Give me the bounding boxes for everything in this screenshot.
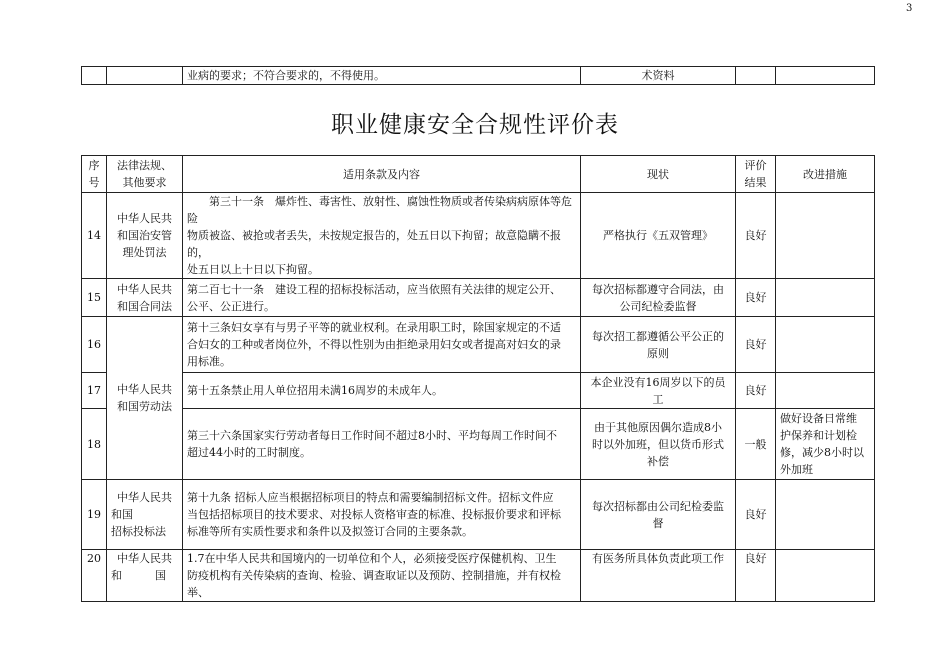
row-content — [183, 373, 581, 409]
status-line: 补偿 — [647, 454, 669, 468]
improve-line: 护保养和计划检 — [780, 429, 857, 442]
content-line: 处五日以上十日以下拘留。 — [187, 263, 319, 276]
row-no: 16 — [82, 317, 107, 373]
row-improve — [776, 193, 875, 279]
table-row — [82, 373, 875, 409]
compliance-table — [81, 155, 875, 602]
page-title: 职业健康安全合规性评价表 — [331, 112, 619, 138]
page-number: 3 — [906, 3, 913, 14]
content-line: 第三十一条 爆炸性、毒害性、放射性、腐蚀性物质或者传染病病原体等危险 — [187, 195, 572, 225]
content-line: 第十九条 招标人应当根据招标项目的特点和需要编制招标文件。招标文件应 — [187, 491, 554, 504]
status-line: 时以外加班，但以货币形式 — [592, 437, 724, 451]
row-law — [107, 550, 183, 602]
row-improve — [776, 279, 875, 317]
table-row — [82, 193, 875, 279]
header-no-line: 号 — [88, 176, 100, 189]
row-improve — [776, 480, 875, 550]
row-status — [581, 193, 736, 279]
cell-empty — [776, 67, 875, 85]
status-line: 公司纪检委监督 — [619, 299, 697, 313]
row-content — [183, 480, 581, 550]
row-improve — [776, 373, 875, 409]
law-line: 和国治安管 — [117, 229, 172, 242]
row-result: 良好 — [736, 550, 776, 602]
content-line: 公平、公正进行。 — [187, 299, 275, 313]
cell-empty — [82, 67, 107, 85]
status-line: 每次招工都遵循公平公正的 — [592, 329, 724, 343]
status-line: 每次招标都由公司纪检委监 — [592, 499, 724, 513]
header-content: 适用条款及内容 — [183, 156, 581, 193]
header-law-line: 法律法规、 — [117, 159, 172, 172]
content-line: 第二百七十一条 建设工程的招标投标活动，应当依照有关法律的规定公开、 — [187, 282, 561, 296]
row-result: 良好 — [736, 373, 776, 409]
row-improve — [776, 550, 875, 602]
status-line: 有医务所具体负责此项工作 — [592, 552, 724, 565]
table-row — [82, 317, 875, 373]
law-line: 中华人民共 — [117, 491, 172, 504]
row-result: 一般 — [736, 409, 776, 480]
improve-line: 外加班 — [780, 463, 813, 476]
row-result: 良好 — [736, 279, 776, 317]
row-improve — [776, 317, 875, 373]
row-no: 20 — [82, 550, 107, 602]
improve-line: 做好设备日常维 — [780, 412, 857, 425]
content-line: 1.7在中华人民共和国境内的一切单位和个人，必须接受医疗保健机构、卫生 — [187, 552, 557, 565]
row-content — [183, 193, 581, 279]
row-status — [581, 373, 736, 409]
row-law — [107, 193, 183, 279]
continued-table-row — [81, 66, 875, 85]
status-line: 由于其他原因偶尔造成8小 — [594, 420, 722, 434]
table-header-row — [82, 156, 875, 193]
content-line: 用标准。 — [187, 355, 231, 368]
row-result: 良好 — [736, 193, 776, 279]
header-no — [82, 156, 107, 193]
row-content — [183, 279, 581, 317]
law-line: 和国合同法 — [117, 299, 172, 313]
content-cell: 业病的要求；不符合要求的，不得使用。 — [183, 67, 581, 85]
row-content — [183, 409, 581, 480]
table-row — [82, 480, 875, 550]
header-result — [736, 156, 776, 193]
status-cell: 术资料 — [581, 67, 736, 85]
law-line: 中华人民共 — [117, 212, 172, 225]
content-line: 物质被盗、被抢或者丢失，未按规定报告的，处五日以下拘留；故意隐瞒不报的， — [187, 229, 561, 259]
content-line: 第十五条禁止用人单位招用未满16周岁的未成年人。 — [187, 384, 443, 397]
status-line: 督 — [652, 516, 664, 530]
row-no: 15 — [82, 279, 107, 317]
cell-empty — [736, 67, 776, 85]
content-line: 标准等所有实质性要求和条件以及拟签订合同的主要条款。 — [187, 525, 473, 538]
row-no: 19 — [82, 480, 107, 550]
law-line: 中华人民共 — [117, 282, 172, 296]
row-no: 18 — [82, 409, 107, 480]
law-line: 招标投标法 — [111, 525, 166, 538]
status-line: 原则 — [647, 346, 669, 360]
header-improve: 改进措施 — [776, 156, 875, 193]
table-row — [82, 409, 875, 480]
row-status — [581, 480, 736, 550]
header-result-line: 评价 — [744, 159, 767, 172]
row-content — [183, 550, 581, 602]
law-line: 和国 — [111, 508, 133, 521]
row-status — [581, 317, 736, 373]
row-result: 良好 — [736, 480, 776, 550]
status-line: 工 — [652, 392, 664, 406]
law-line: 和 国 — [111, 569, 166, 582]
header-law-line: 其他要求 — [122, 176, 167, 189]
law-line: 和国劳动法 — [117, 400, 172, 413]
row-no: 17 — [82, 373, 107, 409]
row-status — [581, 279, 736, 317]
row-law — [107, 480, 183, 550]
content-line: 防疫机构有关传染病的查询、检验、调查取证以及预防、控制措施，并有权检举、 — [187, 569, 561, 599]
table-row — [82, 550, 875, 602]
row-no: 14 — [82, 193, 107, 279]
header-status: 现状 — [581, 156, 736, 193]
row-improve — [776, 409, 875, 480]
header-no-line: 序 — [88, 159, 100, 172]
row-law — [107, 279, 183, 317]
status-line: 严格执行《五双管理》 — [603, 229, 713, 242]
law-line: 中华人民共 — [117, 383, 172, 396]
row-status — [581, 550, 736, 602]
row-content — [183, 317, 581, 373]
status-line: 每次招标都遵守合同法，由 — [592, 282, 724, 296]
header-law — [107, 156, 183, 193]
content-line: 第三十六条国家实行劳动者每日工作时间不超过8小时、平均每周工作时间不 — [187, 429, 557, 442]
improve-line: 修，减少8小时以 — [780, 446, 864, 459]
cell-empty — [107, 67, 183, 85]
content-line: 合妇女的工种或者岗位外，不得以性别为由拒绝录用妇女或者提高对妇女的录 — [187, 338, 561, 351]
row-result: 良好 — [736, 317, 776, 373]
law-line: 理处罚法 — [122, 246, 167, 259]
row-law-labor — [107, 317, 183, 480]
table-row — [82, 279, 875, 317]
row-status — [581, 409, 736, 480]
content-line: 第十三条妇女享有与男子平等的就业权利。在录用职工时，除国家规定的不适 — [187, 321, 561, 334]
status-line: 本企业没有16周岁以下的员 — [590, 375, 726, 389]
content-line: 当包括招标项目的技术要求、对投标人资格审查的标准、投标报价要求和评标 — [187, 508, 561, 521]
header-result-line: 结果 — [744, 176, 767, 189]
law-line: 中华人民共 — [117, 552, 172, 565]
content-line: 超过44小时的工时制度。 — [187, 446, 311, 459]
